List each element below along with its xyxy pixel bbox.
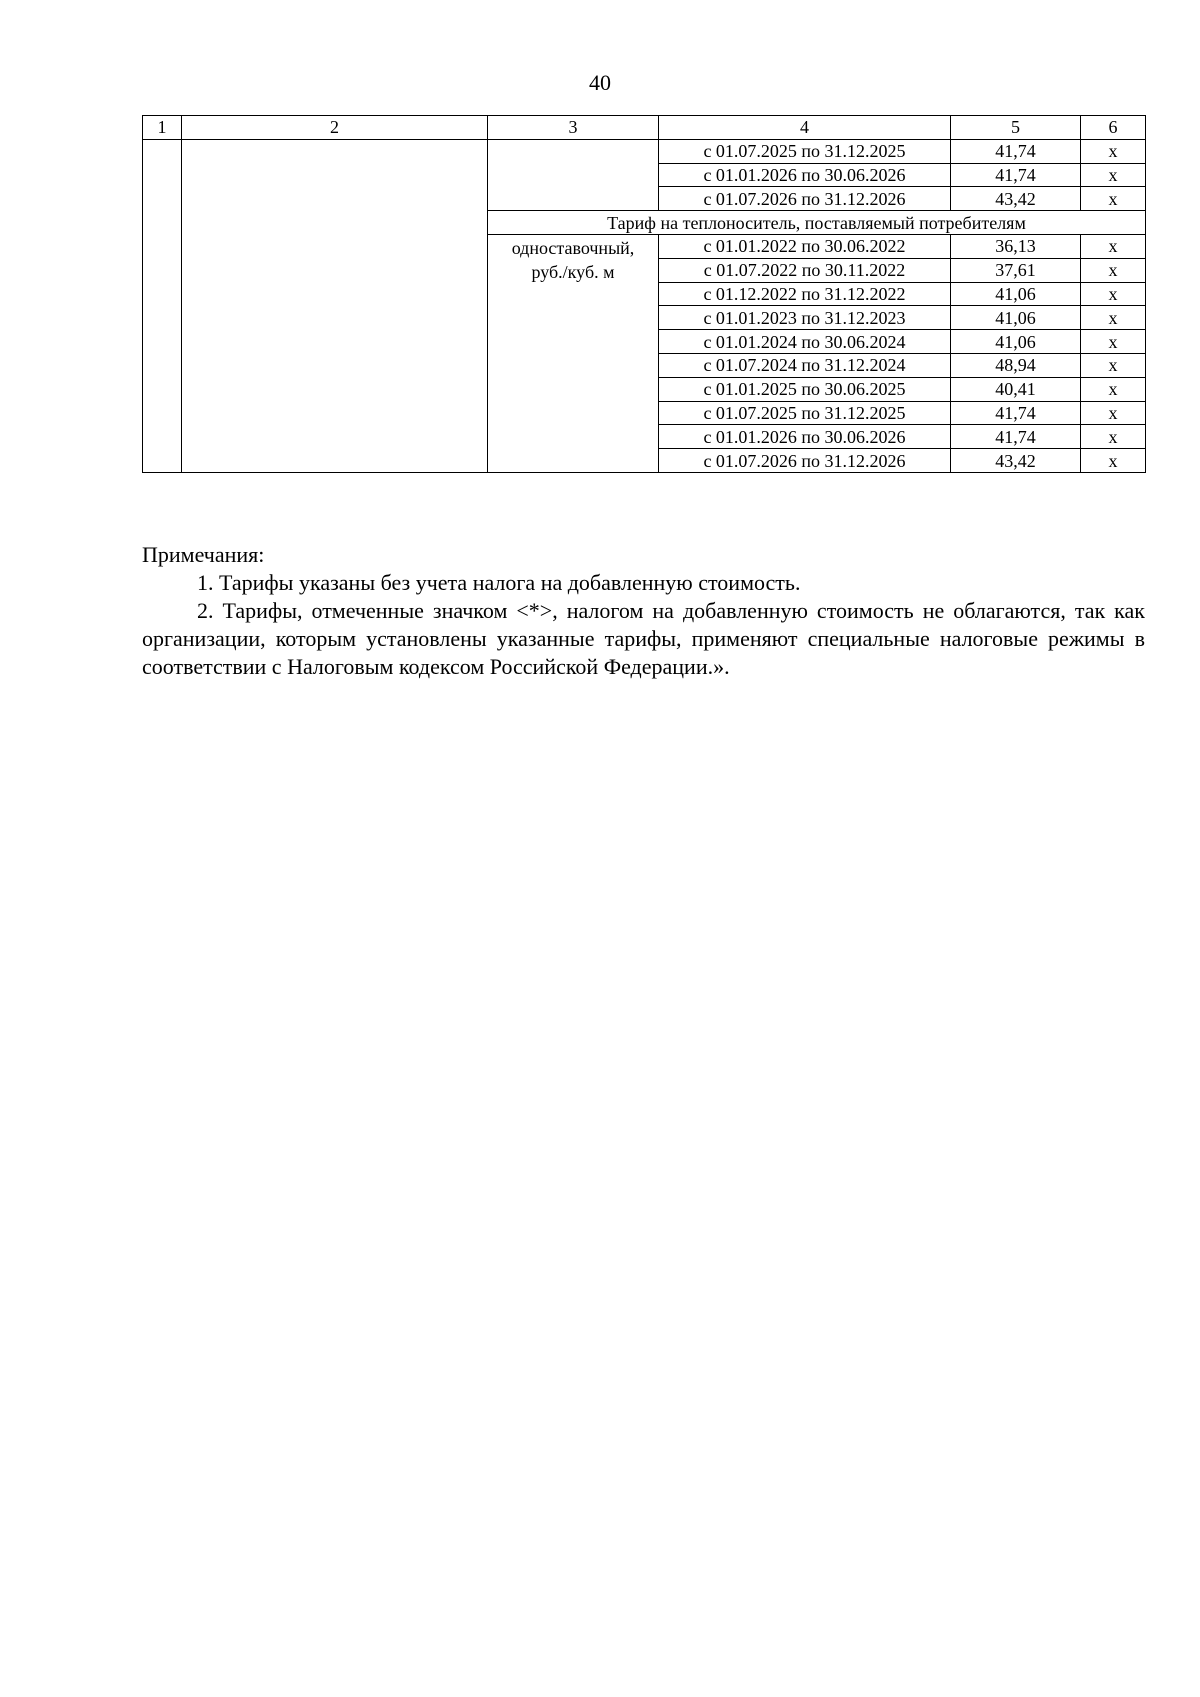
mark-cell: х [1081, 449, 1146, 473]
period-cell: с 01.07.2026 по 31.12.2026 [659, 449, 951, 473]
mark-cell: х [1081, 353, 1146, 377]
period-cell: с 01.07.2026 по 31.12.2026 [659, 187, 951, 211]
tariff-value-cell: 41,74 [951, 139, 1081, 163]
column-number-header: 4 [659, 116, 951, 140]
tariff-value-cell: 41,74 [951, 163, 1081, 187]
tariff-value-cell: 41,06 [951, 306, 1081, 330]
period-cell: с 01.01.2026 по 30.06.2026 [659, 425, 951, 449]
note-item-1: 1. Тарифы указаны без учета налога на добавленную стоимость. [197, 570, 801, 595]
period-cell: с 01.12.2022 по 31.12.2022 [659, 282, 951, 306]
tariff-value-cell: 41,06 [951, 330, 1081, 354]
notes-title: Примечания: [142, 542, 265, 567]
mark-cell: х [1081, 377, 1146, 401]
table-row [143, 139, 1146, 163]
tariff-value-cell: 48,94 [951, 353, 1081, 377]
tariff-table [142, 115, 1146, 473]
mark-cell: х [1081, 258, 1146, 282]
tariff-value-cell: 41,74 [951, 425, 1081, 449]
tariff-value-cell: 43,42 [951, 187, 1081, 211]
tariff-value-cell: 41,74 [951, 401, 1081, 425]
period-cell: с 01.07.2025 по 31.12.2025 [659, 139, 951, 163]
mark-cell: х [1081, 187, 1146, 211]
tariff-value-cell: 40,41 [951, 377, 1081, 401]
period-cell: с 01.07.2025 по 31.12.2025 [659, 401, 951, 425]
section-title: Тариф на теплоноситель, поставляемый потребителям [488, 211, 1146, 235]
column-number-header: 2 [182, 116, 488, 140]
column-number-header: 6 [1081, 116, 1146, 140]
column-number-header: 1 [143, 116, 182, 140]
unit-cell: одноставочный, руб./куб. м [488, 234, 659, 472]
period-cell: с 01.01.2024 по 30.06.2024 [659, 330, 951, 354]
tariff-value-cell: 43,42 [951, 449, 1081, 473]
mark-cell: х [1081, 282, 1146, 306]
tariff-value-cell: 37,61 [951, 258, 1081, 282]
tariff-value-cell: 41,06 [951, 282, 1081, 306]
period-cell: с 01.01.2025 по 30.06.2025 [659, 377, 951, 401]
tariff-value-cell: 36,13 [951, 234, 1081, 258]
mark-cell: х [1081, 401, 1146, 425]
period-cell: с 01.07.2024 по 31.12.2024 [659, 353, 951, 377]
page-number: 40 [589, 70, 611, 95]
column-3-blank-cell [488, 139, 659, 210]
column-number-header: 3 [488, 116, 659, 140]
period-cell: с 01.01.2026 по 30.06.2026 [659, 163, 951, 187]
column-1-blank-cell [143, 139, 182, 472]
table-header-row [143, 116, 1146, 140]
mark-cell: х [1081, 234, 1146, 258]
mark-cell: х [1081, 306, 1146, 330]
period-cell: с 01.01.2023 по 31.12.2023 [659, 306, 951, 330]
mark-cell: х [1081, 330, 1146, 354]
mark-cell: х [1081, 425, 1146, 449]
period-cell: с 01.07.2022 по 30.11.2022 [659, 258, 951, 282]
mark-cell: х [1081, 139, 1146, 163]
notes-section [142, 541, 1145, 681]
mark-cell: х [1081, 163, 1146, 187]
column-2-blank-cell [182, 139, 488, 472]
column-number-header: 5 [951, 116, 1081, 140]
note-item-2: 2. Тарифы, отмеченные значком <*>, налогом на добавленную стоимость не облагаются, так как организации, которым установлены указанные тарифы, применяют специальные налоговые режимы в соответствии с Налоговым кодексом Российской Федерации.». [142, 598, 1145, 679]
period-cell: с 01.01.2022 по 30.06.2022 [659, 234, 951, 258]
